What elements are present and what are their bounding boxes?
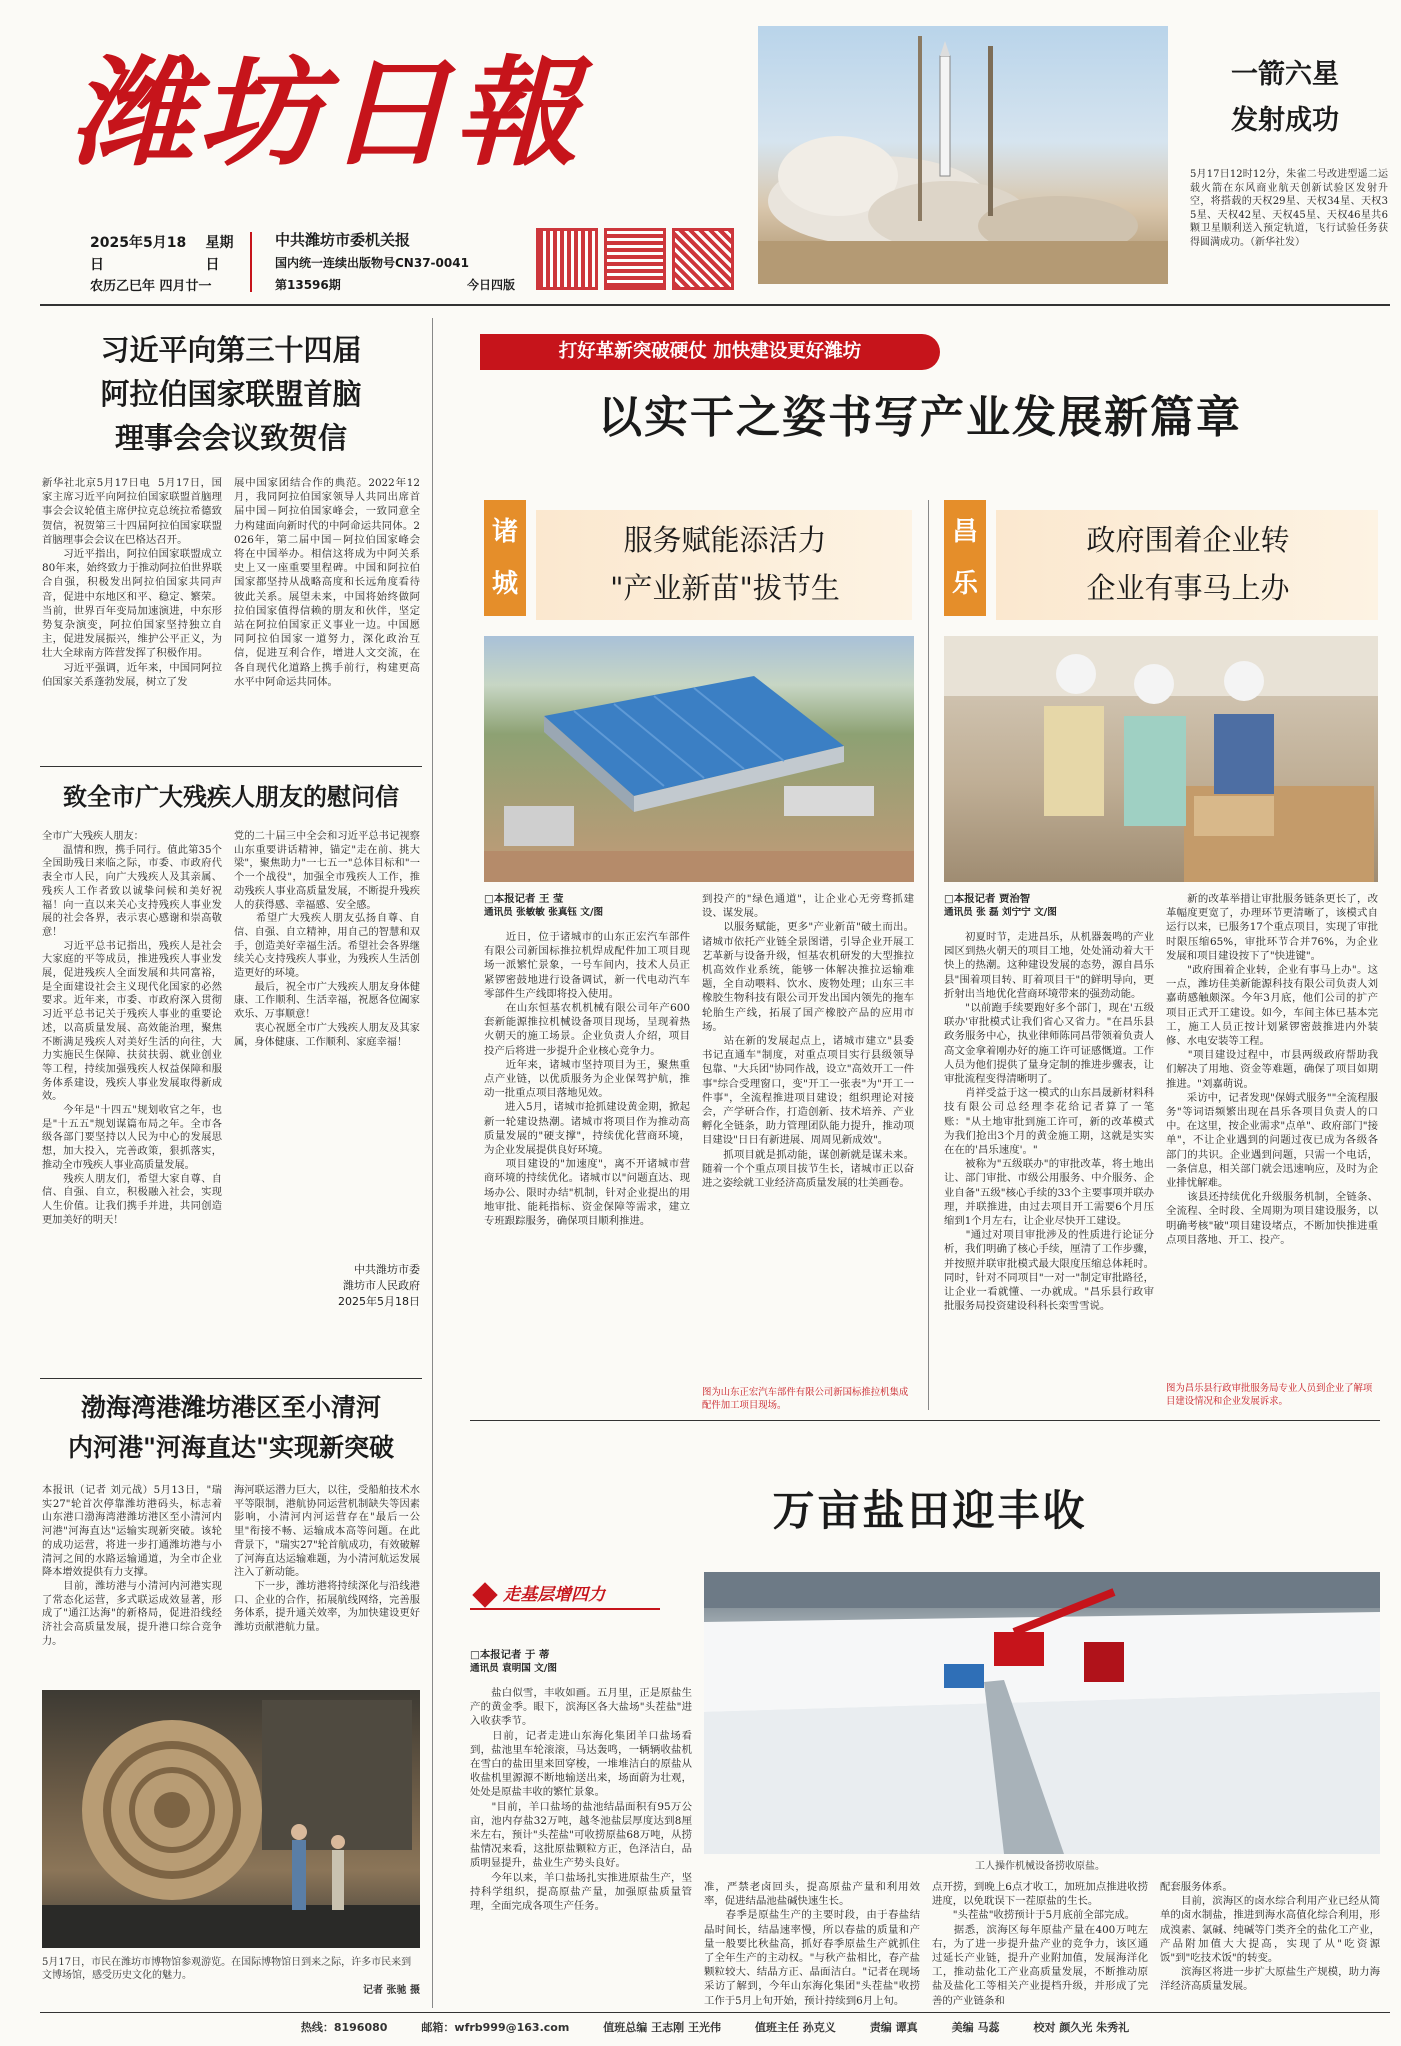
organ-name: 中共潍坊市委机关报 — [275, 231, 411, 249]
salt-field-photo — [704, 1572, 1380, 1854]
footer-chief-editors: 值班总编 王志刚 王光伟 — [603, 2021, 721, 2034]
footer-email[interactable]: 邮箱：wfrb999@163.com — [421, 2021, 570, 2034]
zhucheng-col2: 到投产的"绿色通道"，让企业心无旁骛抓建设、谋发展。 以服务赋能，更多"产业新苗"破土而出。诸城市依托产业链全景图谱，引导企业开展工艺革新与设备升级，恒基农机研发的大型推拉机高效作业系统，能够一体解决推拉运输难题，全自动喂料、饮水、废物处理；山东三丰橡胶生物科技有限公司开发出国内领先的拖车轮胎生产线，拓展了国产橡胶产品的应用市场。 站在新的发展起点上，诸城市建立"县委书记直通车"制度，对重点项目实行县级领导包靠、"大兵团"协同作战，设立"高效开工一件事"综合受理窗口，变"开工一张表"为"开工一件事"，全流程推进项目建设；组织理论对接会，产学研合作，打造创新、技术培养、产业孵化全链条，助力管理团队能力提升，推动项目建设"日日有新进展、周周见新成效"。 抓项目就是抓动能，谋创新就是谋未来。随着一个个重点项目拔节生长，诸城市正以奋进之姿绘就工业经济高质量发展的壮美画卷。 — [702, 893, 914, 1190]
port-col1: 本报讯（记者 刘元战）5月13日，"瑞实27"轮首次停靠潍坊港码头，标志着山东港口渤海湾港潍坊港区至小清河内河港"河海直达"运输实现新突破。该轮的成功运营，将进一步打通潍坊港与小清河之间的水路运输通道，为全市企业降本增效提供有力支撑。 目前，潍坊港与小清河内河港实现了常态化运营，多式联运成效显著，形成了"通江达海"的新格局，促进沿线经济社会高质量发展，提升港口综合竞争力。 — [42, 1485, 222, 1647]
changle-correspondent: 通讯员 张 磊 刘宁宁 文/图 — [944, 907, 1057, 918]
feature-banner-text: 打好革新突破硬仗 加快建设更好潍坊 — [558, 341, 862, 362]
zhucheng-col1: 近日，位于诸城市的山东正宏汽车部件有限公司新国标推拉机焊成配件加工项目现场一派繁忙景象，一号车间内，技术人员正紧锣密鼓地进行设备调试，新一代电动汽车零部件生产线即将投入使用。 在山东恒基农机机械有限公司年产600套新能源推拉机械设备项目现场，呈现着热火朝天的施工场景。企业负责人介绍，项目投产后将进一步提升企业核心竞争力。 近年来，诸城市坚持项目为王，聚焦重点产业链，以优质服务为企业保驾护航，推动一批重点项目落地见效。 进入5月，诸城市抢抓建设黄金期，掀起新一轮建设热潮。诸城市将项目作为推动高质量发展的"硬支撑"，持续优化营商环境，为企业发展提供良好环境。 项目建设的"加速度"，离不开诸城市营商环境的持续优化。诸城市以"问题直达、现场办公、限时办结"机制，针对企业提出的用地审批、能耗指标、资金保障等需求，建立专班跟踪服务，确保项目顺利推进。 — [484, 931, 690, 1228]
xi-headline-line1: 习近平向第三十四届 — [100, 333, 362, 367]
salt-col1: 盐白似雪，丰收如画。五月里，正是原盐生产的黄金季。眼下，滨海区各大盐场"头茬盐"进入收获季节。 日前，记者走进山东海化集团羊口盐场看到，盐池里车轮滚滚，马达轰鸣，一辆辆收盐机在雪白的盐田里来回穿梭，一堆堆洁白的原盐从收盐机里源源不断地输送出来，场面蔚为壮观，处处是原盐丰收的繁忙景象。 "目前，羊口盐场的盐池结晶面积有95万公亩，池内存盐32万吨，越冬池盐层厚度达到8厘米左右，预计"头茬盐"可收捞原盐68万吨，从捞盐情况来看，这批原盐颗粒方正，色泽洁白，品质明显提升，盐业生产势头良好。 今年以来，羊口盐场扎实推进原盐生产，坚持科学组织，提高原盐产量，加强原盐质量管理，全面完成各项生产任务。 — [470, 1687, 692, 1913]
changle-photo-caption: 图为昌乐县行政审批服务局专业人员到企业了解项目建设情况和企业发展诉求。 — [1166, 1383, 1373, 1407]
museum-photo-caption: 5月17日，市民在潍坊市博物馆参观游览。在国际博物馆日到来之际，许多市民来到文博场馆，感受历史文化的魅力。 — [42, 1957, 412, 1981]
main-headline: 以实干之姿书写产业发展新篇章 — [598, 392, 1242, 443]
changle-col1: 初夏时节，走进昌乐，从机器轰鸣的产业园区到热火朝天的项目工地，处处涌动着大干快上的热潮。这种建设发展的态势，源自昌乐县"围着项目转、盯着项目干"的鲜明导向，更折射出当地优化营商环境带来的强劲动能。 "以前跑手续要跑好多个部门，现在'五级联办'审批模式让我们省心又省力。"在昌乐县政务服务中心，执业律师陈同昌带领着负责人高文金拿着刚办好的施工许可证感慨道。工作人员为他们提供了量身定制的推进步骤表，让审批流程变得清晰明了。 肖祥受益于这一模式的山东昌晟新材料科技有限公司总经理李花给记者算了一笔账："从土地审批到施工许可，新的改革模式为我们抢出3个月的黄金施工期，这就是实实在在的'昌乐速度'。" 被称为"五级联办"的审批改革，将土地出让、部门审批、市级公用服务、中介服务、企业自备"五级"核心手续的33个主要事项并联办理，并联推进，由过去项目开工需要6个月压缩到1个月左右，让企业尽快开工建设。 "通过对项目审批涉及的性质进行论证分析，我们明确了核心手续，厘清了工作步骤，并按照并联审批模式最大限度压缩总体耗时。同时，针对不同项目"一对一"制定审批路径，让企业一看就懂、一办就成。"昌乐县行政审批服务局投资建设科科长栾雪雪说。 — [944, 931, 1154, 1313]
port-headline-line1: 渤海湾港潍坊港区至小清河 — [80, 1393, 381, 1422]
salt-col2: 准，严禁老卤回头，提高原盐产量和利用效率，促进结晶池盐碱快速生长。 春季是原盐生产的主要时段，由于春盐结晶时间长，结晶速率慢，所以春盐的质量和产量一般要比秋盐高，抓好春季原盐生产就抓住了全年生产的主动权。"与秋产盐相比，春产盐颗粒较大、结晶方正、晶面洁白。"记者在现场采访了解到，今年山东海化集团"头茬盐"收捞工作于5月上旬开始，预计持续到6月上旬。 — [704, 1881, 920, 2007]
ammonite-fossil-illustration — [42, 1690, 420, 1948]
weekday: 星期日 — [205, 235, 234, 273]
cn-number: 国内统一连续出版物号CN37-0041 — [275, 256, 469, 270]
masthead-title: 潍坊日報 — [70, 43, 583, 182]
zhucheng-byline — [484, 892, 690, 926]
sign-government: 潍坊市人民政府 — [343, 1279, 420, 1292]
xi-headline-line2: 阿拉伯国家联盟首脑 — [100, 377, 362, 411]
letter-headline: 致全市广大残疾人朋友的慰问信 — [63, 782, 399, 811]
salt-column-tag — [470, 1580, 660, 1610]
changle-tag: 昌 乐 — [944, 500, 986, 616]
lunar-date: 农历乙巳年 四月廿一 — [90, 279, 212, 294]
salt-photo-caption: 工人操作机械设备捞收原盐。 — [975, 1861, 1105, 1872]
feature-banner — [480, 334, 940, 370]
salt-correspondent: 通讯员 袁明国 文/图 — [470, 1663, 557, 1674]
zhucheng-factory-photo — [484, 636, 914, 882]
salt-col3: 点开捞，到晚上6点才收工，加班加点推进收捞进度，以免耽误下一茬原盐的生长。 "头茬盐"收捞预计于5月底前全部完成。 据悉，滨海区每年原盐产量在400万吨左右，为了进一步提升盐产业的竞争力，该区通过延长产业链，提升产业附加值，发展海洋化工，推动盐化工产业高质量发展，不断推动原盐及盐化工等相关产业提档升级，并形成了完善的产业链条和 — [932, 1881, 1148, 2007]
rocket-illustration — [758, 26, 1168, 284]
date: 2025年5月18日 — [90, 235, 187, 273]
salt-column-tag-text: 走基层增四力 — [503, 1585, 606, 1605]
salt-byline — [470, 1648, 676, 1682]
top-news-headline — [1190, 52, 1380, 152]
xi-article-col2: 展中国家团结合作的典范。2022年12月，我同阿拉伯国家领导人共同出席首届中国－阿拉伯国家峰会，一致同意全力构建面向新时代的中阿命运共同体。2026年，第二届中国－阿拉伯国家峰会将在中国举办。相信这将成为中阿关系史上又一座重要里程碑。中国和阿拉伯国家都坚持从战略高度和长远角度看待彼此关系。展望未来，中国将始终做阿拉伯国家值得信赖的朋友和伙伴，坚定站在阿拉伯国家正义事业一边。中国愿同阿拉伯国家一道努力，深化政治互信，促进互利合作，增进人文交流，在各自现代化道路上携手前行，构建更高水平中阿命运共同体。 — [234, 477, 420, 688]
zhucheng-headline-line1: 服务赋能添活力 — [623, 523, 827, 557]
port-headline — [42, 1388, 420, 1474]
changle-headline-line1: 政府围着企业转 — [1086, 523, 1290, 557]
changle-headline-line2: 企业有事马上办 — [1086, 571, 1290, 605]
inspection-illustration — [944, 636, 1378, 882]
footer-bar — [40, 2016, 1390, 2040]
issue-number: 第13596期 — [275, 278, 341, 292]
date-block — [90, 232, 245, 298]
xi-headline — [42, 328, 420, 462]
footer-art-editor: 美编 马蕊 — [951, 2021, 1000, 2034]
salt-harvest-illustration — [704, 1572, 1380, 1854]
footer-duty-director: 值班主任 孙克义 — [754, 2021, 836, 2034]
rocket-launch-photo — [758, 26, 1168, 284]
changle-office-photo — [944, 636, 1378, 882]
pen-icon — [472, 1582, 497, 1607]
qr-code-1[interactable] — [536, 228, 598, 290]
letter-col2: 党的二十届三中全会和习近平总书记视察山东重要讲话精神，锚定"走在前、挑大梁"，聚焦助力"一七五一"总体目标和"一个一个战役"，加强全市残疾人工作，推动残疾人事业高质量发展，不断提升残疾人的获得感、幸福感、安全感。 希望广大残疾人朋友弘扬自尊、自信、自强、自立精神，用自己的智慧和双手，创造美好幸福生活。希望社会各界继续关心支持残疾人事业，为残疾人生活创造更好的环境。 最后，祝全市广大残疾人朋友身体健康、工作顺利、生活幸福，祝愿各位阖家欢乐、万事顺意！ 衷心祝愿全市广大残疾人朋友及其家属，身体健康、工作顺利、家庭幸福！ — [234, 831, 420, 1048]
qr-code-3[interactable] — [672, 228, 734, 290]
salt-headline: 万亩盐田迎丰收 — [772, 1486, 1088, 1535]
page-count: 今日四版 — [466, 278, 515, 292]
sign-party: 中共潍坊市委 — [354, 1263, 420, 1276]
zhucheng-headline-line2: "产业新苗"拔节生 — [610, 571, 840, 605]
sign-date: 2025年5月18日 — [338, 1295, 420, 1308]
salt-col4: 配套服务体系。 目前，滨海区的卤水综合利用产业已经从简单的卤水制盐，推进到海水高值化综合利用，形成溴素、氯碱、纯碱等门类齐全的盐化工产业，产品附加值大大提高，实现了从"吃资源饭"到"吃技术饭"的转变。 滨海区将进一步扩大原盐生产规模，助力海洋经济高质量发展。 — [1160, 1881, 1380, 1993]
xi-headline-line3: 理事会会议致贺信 — [114, 421, 347, 455]
zhucheng-tag: 诸 城 — [484, 500, 526, 616]
top-headline-line1: 一箭六星 — [1231, 59, 1339, 90]
museum-photo-credit: 记者 张驰 摄 — [363, 1985, 420, 1996]
zhucheng-headline — [550, 516, 900, 616]
zhucheng-photo-caption: 图为山东正宏汽车部件有限公司新国标推拉机集成配件加工项目现场。 — [702, 1387, 909, 1411]
port-col2: 海河联运潜力巨大，以往，受船舶技术水平等限制，港航协同运营机制缺失等因素影响，小清河内河运营存在"最后一公里"衔接不畅、运输成本高等问题。在此背景下，"瑞实27"轮首航成功，有效破解了河海直达运输难题，为小清河航运发展注入了新动能。 下一步，潍坊港将持续深化与沿线港口、企业的合作，拓展航线网络，完善服务体系，提升通关效率，为加快建设更好潍坊贡献港航力量。 — [234, 1485, 420, 1634]
qr-code-2[interactable] — [604, 228, 666, 290]
salt-reporter: □本报记者 于 蒂 — [470, 1649, 550, 1661]
zhucheng-reporter: □本报记者 王 莹 — [484, 893, 564, 905]
museum-photo — [42, 1690, 420, 1948]
xi-article-col1: 新华社北京5月17日电 5月17日，国家主席习近平向阿拉伯国家联盟首脑理事会会议轮值主席伊拉克总统拉希德致贺信，祝贺第三十四届阿拉伯国家联盟首脑理事会会议在巴格达召开。 习近平指出，阿拉伯国家联盟成立80年来，始终致力于推动阿拉伯世界联合自强，积极发出阿拉伯国家共同声音，促进中东地区和平、稳定、繁荣。当前，世界百年变局加速演进，中东形势复杂演变，阿拉伯国家坚持独立自主，促进发展振兴，维护公平正义，为壮大全球南方阵营发挥了积极作用。 习近平强调，近年来，中国同阿拉伯国家关系蓬勃发展，树立了发 — [42, 477, 222, 688]
letter-col1: 全市广大残疾人朋友： 温情和煦，携手同行。值此第35个全国助残日来临之际，市委、市政府代表全市人民，向广大残疾人及其亲属、残疾人工作者致以诚挚问候和美好祝福！向一直以来关心支持残疾人事业发展的社会各界，表示衷心感谢和崇高敬意！ 习近平总书记指出，残疾人是社会大家庭的平等成员，推进残疾人事业发展，促进残疾人全面发展和共同富裕，是全面建设社会主义现代化国家的必然要求。近年来，市委、市政府深入贯彻习近平总书记关于残疾人事业的重要论述，以高质量发展、高效能治理，聚焦不断满足残疾人对美好生活的向往，大力实施民生保障、扶贫扶弱、就业创业等工程，持续加强残疾人权益保障和服务体系建设，残疾人事业发展取得新成效。 今年是"十四五"规划收官之年，也是"十五五"规划谋篇布局之年。全市各级各部门要坚持以人民为中心的发展思想，加大投入，完善政策，狠抓落实，推动全市残疾人事业高质量发展。 残疾人朋友们，希望大家自尊、自信、自强、自立，积极融入社会，实现人生价值。让我们携手并进，共同创造更加美好的明天！ — [42, 831, 222, 1226]
top-news-body: 5月17日12时12分，朱雀二号改进型遥二运载火箭在东风商业航天创新试验区发射升空，将搭载的天权29星、天权34星、天权35星、天权42星、天权45星、天权46星共6颗卫星顺利送入预定轨道，飞行试验任务获得圆满成功。（新华社发） — [1190, 169, 1388, 248]
zhucheng-correspondent: 通讯员 张敏敏 张真钰 文/图 — [484, 907, 604, 918]
changle-reporter: □本报记者 贾治智 — [944, 893, 1031, 905]
changle-col2: 新的改革举措让审批服务链条更长了，改革幅度更宽了，办理环节更清晰了，该模式自运行以来，已服务17个重点项目，实现了审批时限压缩65%，审批环节合并76%，为企业发展和项目建设按下了"快进键"。 "政府围着企业转，企业有事马上办"。这一点，潍坊佳美新能源科技有限公司负责人刘嘉萌感触颇深。今年3月底，他们公司的扩产项目正式开工建设。如今，车间主体已基本完工，施工人员正按计划紧锣密鼓推进内外装修、水电安装等工程。 "项目建设过程中，市县两级政府帮助我们解决了用地、资金等难题，确保了项目如期推进。"刘嘉萌说。 采访中，记者发现"保姆式服务""全流程服务"等词语频繁出现在昌乐各项目负责人的口中。在这里，按企业需求"点单"、政府部门"接单"，不让企业遇到的问题过夜已成为各级各部门的共识。企业遇到问题，只需一个电话，一条信息，相关部门就会迅速响应，及时为企业排忧解难。 该县还持续优化升级服务机制，全链条、全流程、全时段、全周期为项目建设服务，以明确考核"破"项目建设堵点，不断加快推进重点项目落地、开工、投产。 — [1166, 893, 1378, 1246]
masthead-logo — [70, 43, 630, 182]
changle-headline — [1010, 516, 1366, 616]
factory-aerial-illustration — [484, 636, 914, 882]
footer-editor: 责编 谭真 — [869, 2021, 918, 2034]
publication-info — [275, 228, 515, 300]
letter-signature — [280, 1262, 420, 1314]
footer-hotline: 热线：8196080 — [300, 2021, 388, 2034]
footer-proofreader: 校对 颜久光 朱秀礼 — [1033, 2021, 1130, 2034]
port-headline-line2: 内河港"河海直达"实现新突破 — [67, 1433, 395, 1462]
changle-byline — [944, 892, 1154, 926]
top-headline-line2: 发射成功 — [1231, 105, 1339, 136]
